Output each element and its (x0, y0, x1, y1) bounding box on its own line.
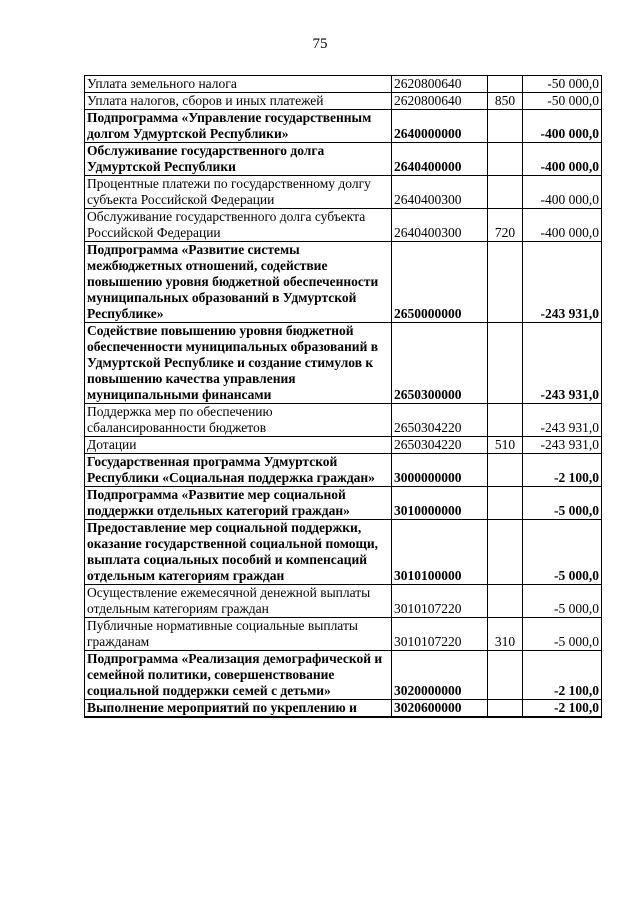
row-expense-type-cell (488, 176, 523, 209)
row-expense-type-cell (488, 700, 523, 718)
row-expense-type-cell (488, 404, 523, 437)
table-row (85, 585, 602, 618)
row-name-cell: Уплата налогов, сборов и иных платежей (85, 93, 392, 110)
table-row (85, 437, 602, 454)
table-row (85, 110, 602, 143)
row-expense-type-cell (488, 76, 523, 93)
row-expense-type-cell (488, 585, 523, 618)
row-sum-cell: -50 000,0 (523, 93, 602, 110)
row-name-cell: Поддержка мер по обеспечению сбалансированности бюджетов (85, 404, 392, 437)
table-row (85, 651, 602, 700)
row-sum-cell: -400 000,0 (523, 110, 602, 143)
row-expense-type-cell (488, 143, 523, 176)
row-code-cell: 2620800640 (392, 76, 488, 93)
row-code-cell: 2640400300 (392, 209, 488, 242)
row-sum-cell: -400 000,0 (523, 176, 602, 209)
page-number: 75 (312, 36, 328, 52)
table-row (85, 618, 602, 651)
row-expense-type-cell: 310 (488, 618, 523, 651)
row-name-cell: Дотации (85, 437, 392, 454)
table-row (85, 209, 602, 242)
row-code-cell: 2640400300 (392, 176, 488, 209)
row-expense-type-cell: 510 (488, 437, 523, 454)
row-expense-type-cell (488, 520, 523, 585)
row-name-cell: Выполнение мероприятий по укреплению и (85, 700, 392, 718)
row-sum-cell: -2 100,0 (523, 651, 602, 700)
row-expense-type-cell (488, 651, 523, 700)
row-sum-cell: -5 000,0 (523, 487, 602, 520)
row-code-cell: 3020000000 (392, 651, 488, 700)
row-name-cell: Подпрограмма «Развитие системы межбюджетных отношений, содействие повышению уровня бюджетной обеспеченности муниципальных образований в Удмуртской Республике» (85, 242, 392, 323)
row-name-cell: Подпрограмма «Управление государственным долгом Удмуртской Республики» (85, 110, 392, 143)
row-expense-type-cell (488, 454, 523, 487)
row-expense-type-cell: 850 (488, 93, 523, 110)
row-sum-cell: -243 931,0 (523, 437, 602, 454)
row-name-cell: Обслуживание государственного долга субъекта Российской Федерации (85, 209, 392, 242)
row-code-cell: 3010000000 (392, 487, 488, 520)
row-code-cell: 2640000000 (392, 110, 488, 143)
row-sum-cell: -5 000,0 (523, 520, 602, 585)
row-code-cell: 2650300000 (392, 323, 488, 404)
row-sum-cell: -2 100,0 (523, 454, 602, 487)
row-name-cell: Публичные нормативные социальные выплаты гражданам (85, 618, 392, 651)
row-code-cell: 3010100000 (392, 520, 488, 585)
row-code-cell: 3020600000 (392, 700, 488, 718)
table-row (85, 487, 602, 520)
table-row (85, 520, 602, 585)
budget-table-body (85, 76, 602, 718)
table-row (85, 323, 602, 404)
row-name-cell: Государственная программа Удмуртской Республики «Социальная поддержка граждан» (85, 454, 392, 487)
table-row (85, 176, 602, 209)
row-code-cell: 3010107220 (392, 618, 488, 651)
table-row (85, 143, 602, 176)
row-expense-type-cell: 720 (488, 209, 523, 242)
row-name-cell: Предоставление мер социальной поддержки, оказание государственной социальной помощи, выплата социальных пособий и компенсаций отдельным категориям граждан (85, 520, 392, 585)
row-code-cell: 2640400000 (392, 143, 488, 176)
row-name-cell: Осуществление ежемесячной денежной выплаты отдельным категориям граждан (85, 585, 392, 618)
row-sum-cell: -243 931,0 (523, 404, 602, 437)
row-sum-cell: -50 000,0 (523, 76, 602, 93)
table-row (85, 242, 602, 323)
row-sum-cell: -5 000,0 (523, 618, 602, 651)
table-row (85, 404, 602, 437)
row-name-cell: Уплата земельного налога (85, 76, 392, 93)
row-code-cell: 2650304220 (392, 404, 488, 437)
table-row (85, 454, 602, 487)
row-code-cell: 2620800640 (392, 93, 488, 110)
row-expense-type-cell (488, 487, 523, 520)
budget-table (84, 75, 602, 718)
row-code-cell: 2650304220 (392, 437, 488, 454)
row-sum-cell: -243 931,0 (523, 323, 602, 404)
row-sum-cell: -5 000,0 (523, 585, 602, 618)
row-expense-type-cell (488, 323, 523, 404)
row-sum-cell: -400 000,0 (523, 209, 602, 242)
row-name-cell: Обслуживание государственного долга Удмуртской Республики (85, 143, 392, 176)
row-code-cell: 3010107220 (392, 585, 488, 618)
row-sum-cell: -400 000,0 (523, 143, 602, 176)
table-row (85, 700, 602, 718)
row-name-cell: Содействие повышению уровня бюджетной обеспеченности муниципальных образований в Удмуртской Республике и создание стимулов к повышению качества управления муниципальными финансами (85, 323, 392, 404)
row-code-cell: 3000000000 (392, 454, 488, 487)
table-row (85, 93, 602, 110)
row-name-cell: Процентные платежи по государственному долгу субъекта Российской Федерации (85, 176, 392, 209)
row-sum-cell: -243 931,0 (523, 242, 602, 323)
row-name-cell: Подпрограмма «Развитие мер социальной поддержки отдельных категорий граждан» (85, 487, 392, 520)
row-expense-type-cell (488, 110, 523, 143)
table-row (85, 76, 602, 93)
row-sum-cell: -2 100,0 (523, 700, 602, 718)
row-code-cell: 2650000000 (392, 242, 488, 323)
row-name-cell: Подпрограмма «Реализация демографической и семейной политики, совершенствование социальной поддержки семей с детьми» (85, 651, 392, 700)
row-expense-type-cell (488, 242, 523, 323)
